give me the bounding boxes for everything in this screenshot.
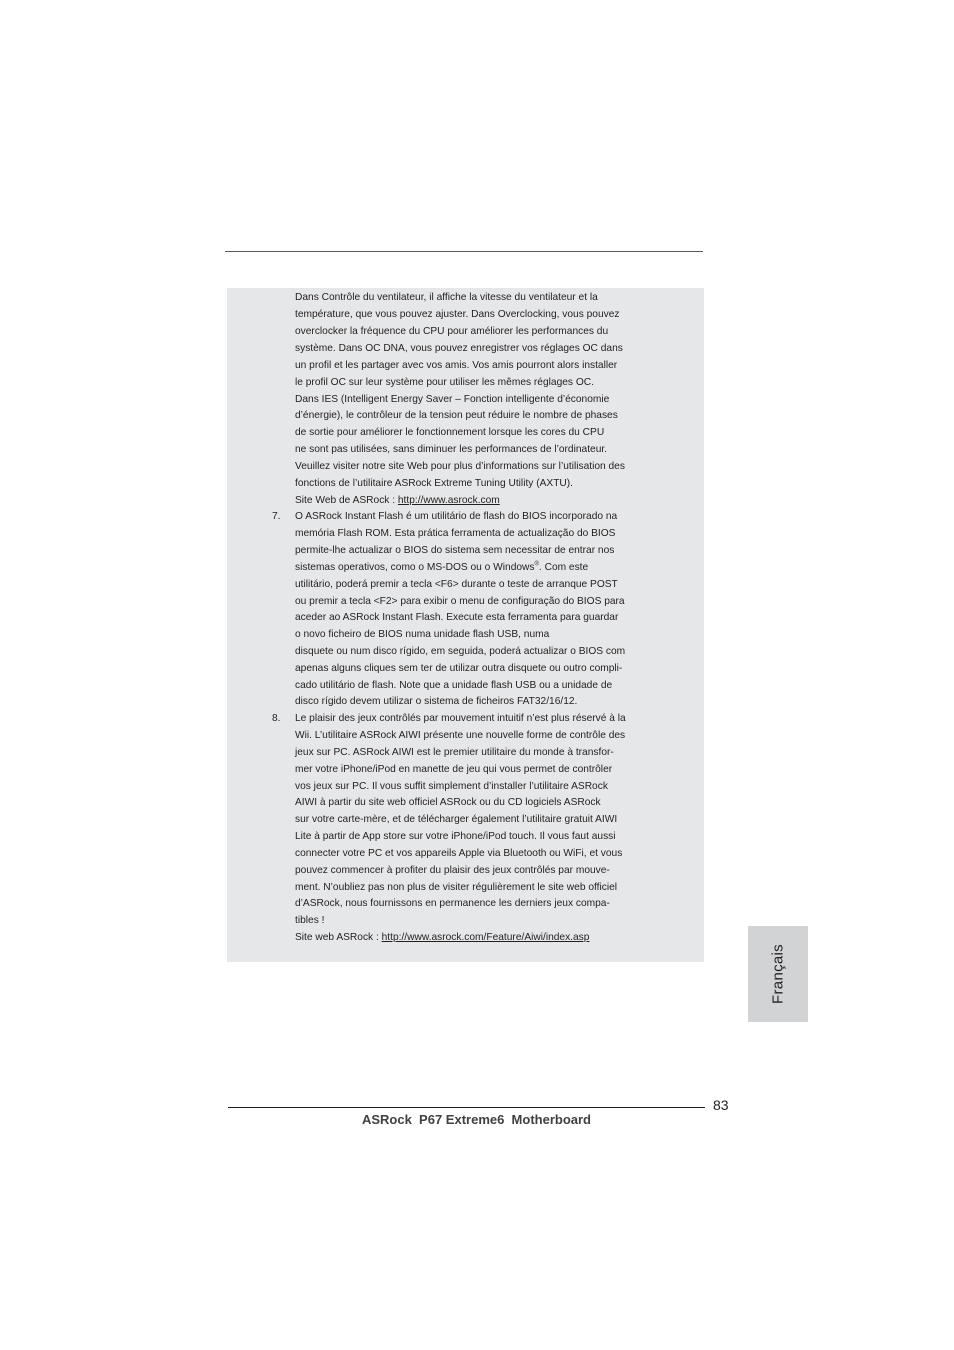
text-line: cado utilitário de flash. Note que a unidade flash USB ou a unidade de — [295, 680, 613, 691]
text-line: o novo ficheiro de BIOS numa unidade flash USB, numa — [295, 629, 550, 640]
footer-title: ASRock P67 Extreme6 Motherboard — [361, 1112, 592, 1127]
text-line: température, que vous pouvez ajuster. Dans Overclocking, vous pouvez — [295, 309, 620, 320]
text-line: aceder ao ASRock Instant Flash. Execute esta ferramenta para guardar — [295, 612, 619, 623]
text-line: disquete ou num disco rígido, em seguida, poderá actualizar o BIOS com — [295, 646, 626, 657]
site-label: Site web ASRock : — [295, 932, 382, 943]
item-number: 7. — [272, 511, 281, 522]
text-line: d’énergie), le contrôleur de la tension peut réduire le nombre de phases — [295, 410, 618, 421]
text-line: Dans IES (Intelligent Energy Saver – Fonction intelligente d’économie — [295, 394, 610, 405]
text-line: Veuillez visiter notre site Web pour plus d’informations sur l’utilisation des — [295, 461, 625, 472]
text-line: mer votre iPhone/iPod en manette de jeu qui vous permet de contrôler — [295, 764, 613, 775]
text-line: de sortie pour améliorer le fonctionnement lorsque les cores du CPU — [295, 427, 605, 438]
text-line: pouvez commencer à profiter du plaisir des jeux contrôlés par mouve- — [295, 865, 610, 876]
text-line: ment. N’oubliez pas non plus de visiter régulièrement le site web officiel — [295, 882, 618, 893]
text-line: le profil OC sur leur système pour utiliser les mêmes réglages OC. — [295, 377, 594, 388]
text-line: Le plaisir des jeux contrôlés par mouvement intuitif n’est plus réservé à la — [295, 713, 626, 724]
item-number: 8. — [272, 713, 281, 724]
site-label: Site Web de ASRock : — [295, 495, 398, 506]
text-line: ou premir a tecla <F2> para exibir o menu de configuração do BIOS para — [295, 596, 625, 607]
aiwi-website-link[interactable]: http://www.asrock.com/Feature/Aiwi/index.asp — [381, 932, 590, 943]
text-line — [295, 561, 588, 574]
text-line: fonctions de l’utilitaire ASRock Extreme Tuning Utility (AXTU). — [295, 478, 573, 489]
text-line: un profil et les partager avec vos amis. Vos amis pourront alors installer — [295, 360, 618, 371]
text-line: disco rígido devem utilizar o sistema de ficheiros FAT32/16/12. — [295, 696, 578, 707]
asrock-website-link[interactable]: http://www.asrock.com — [397, 495, 500, 506]
text-line: AIWI à partir du site web officiel ASRock ou du CD logiciels ASRock — [295, 797, 601, 808]
text-line: memória Flash ROM. Esta prática ferramenta de actualização do BIOS — [295, 528, 616, 539]
text-line: utilitário, poderá premir a tecla <F6> durante o teste de arranque POST — [295, 579, 618, 590]
text-line: vos jeux sur PC. Il vous suffit simplement d’installer l’utilitaire ASRock — [295, 781, 608, 792]
text-line: ne sont pas utilisées, sans diminuer les performances de l’ordinateur. — [295, 444, 608, 455]
header-rule — [225, 251, 703, 252]
text-line: connecter votre PC et vos appareils Apple via Bluetooth ou WiFi, et vous — [295, 848, 623, 859]
site-line — [295, 931, 589, 944]
text-line: O ASRock Instant Flash é um utilitário de flash do BIOS incorporado na — [295, 511, 618, 522]
text-line: d’ASRock, nous fournissons en permanence les derniers jeux compa- — [295, 898, 610, 909]
text-line: système. Dans OC DNA, vous pouvez enregistrer vos réglages OC dans — [295, 343, 623, 354]
text-line: apenas alguns cliques sem ter de utilizar outra disquete ou outro compli- — [295, 663, 623, 674]
footer-rule — [228, 1107, 705, 1108]
text-line: tibles ! — [295, 915, 325, 926]
text-line: Wii. L’utilitaire ASRock AIWI présente une nouvelle forme de contrôle des — [295, 730, 626, 741]
registered-mark: ® — [534, 561, 539, 568]
language-tab — [748, 926, 808, 1022]
text-run: sistemas operativos, como o MS-DOS ou o Windows — [295, 562, 535, 573]
language-tab-label: Français — [769, 944, 787, 1004]
text-line: overclocker la fréquence du CPU pour améliorer les performances du — [295, 326, 609, 337]
text-line: sur votre carte-mère, et de télécharger également l’utilitaire gratuit AIWI — [295, 814, 618, 825]
text-line: Lite à partir de App store sur votre iPhone/iPod touch. Il vous faut aussi — [295, 831, 616, 842]
page-number: 83 — [713, 1097, 729, 1113]
text-line: Dans Contrôle du ventilateur, il affiche la vitesse du ventilateur et la — [295, 292, 598, 303]
site-line — [295, 494, 500, 507]
text-run: . Com este — [538, 562, 589, 573]
content-panel — [227, 288, 704, 962]
text-line: jeux sur PC. ASRock AIWI est le premier utilitaire du monde à transfor- — [295, 747, 614, 758]
text-line: permite-lhe actualizar o BIOS do sistema sem necessitar de entrar nos — [295, 545, 615, 556]
